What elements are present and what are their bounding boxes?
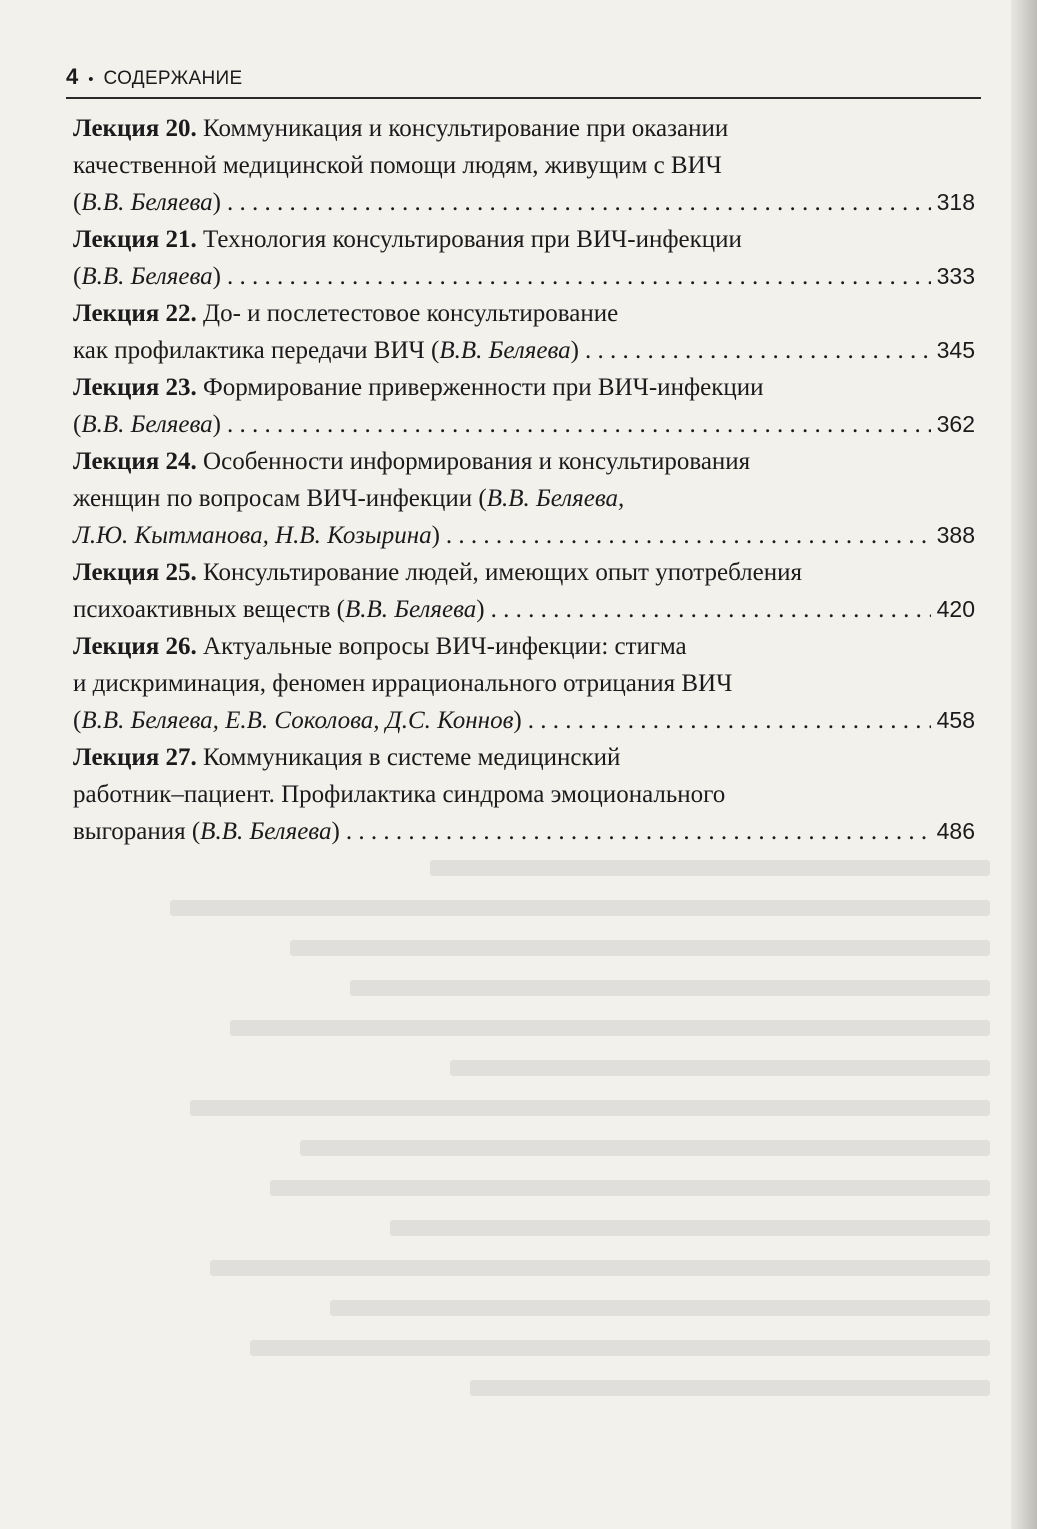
page-ref: 458: [936, 707, 975, 733]
lecture-label: Лекция 26.: [73, 633, 197, 660]
lecture-authors: В.В. Беляева: [81, 189, 213, 216]
dot-leader: [227, 258, 931, 295]
page-ref: 318: [936, 189, 975, 215]
lecture-title: психоактивных веществ (: [73, 596, 345, 623]
dot-leader: [491, 591, 931, 628]
page-ref: 420: [936, 596, 975, 622]
paren: ): [331, 818, 340, 845]
lecture-title: женщин по вопросам ВИЧ-инфекции (: [73, 485, 487, 512]
lecture-title: и дискриминация, феномен иррационального отрицания ВИЧ: [73, 670, 733, 697]
lecture-title: как профилактика передачи ВИЧ (: [73, 337, 440, 364]
lecture-label: Лекция 22.: [73, 300, 197, 327]
running-header: [66, 64, 981, 90]
lecture-title: Коммуникация в системе медицинский: [196, 744, 621, 771]
toc-entry-27: [73, 739, 975, 850]
page-ref: 388: [936, 522, 975, 548]
paren: (: [73, 263, 82, 290]
dot-leader: [227, 406, 931, 443]
lecture-label: Лекция 25.: [73, 559, 197, 586]
toc-entry-22: [73, 295, 975, 369]
lecture-title: Технология консультирования при ВИЧ-инфекции: [196, 226, 742, 253]
dot-leader: [446, 517, 931, 554]
page-edge-shadow: [1011, 0, 1037, 1529]
lecture-title: выгорания (: [73, 818, 201, 845]
lecture-title: До- и послетестовое консультирование: [196, 300, 619, 327]
table-of-contents: [73, 110, 975, 850]
paren: ): [476, 596, 485, 623]
section-title: СОДЕРЖАНИЕ: [103, 68, 243, 89]
paren: (: [73, 707, 82, 734]
lecture-title: Формирование приверженности при ВИЧ-инфекции: [196, 374, 764, 401]
paren: (: [73, 411, 82, 438]
lecture-title: Коммуникация и консультирование при оказании: [196, 115, 729, 142]
lecture-authors: В.В. Беляева: [439, 337, 571, 364]
toc-entry-26: [73, 628, 975, 739]
toc-entry-23: [73, 369, 975, 443]
page-ref: 333: [936, 263, 975, 289]
lecture-title: Особенности информирования и консультирования: [196, 448, 751, 475]
lecture-authors: В.В. Беляева, Е.В. Соколова, Д.С. Коннов: [81, 707, 514, 734]
lecture-label: Лекция 21.: [73, 226, 197, 253]
dot-leader: [528, 702, 931, 739]
page-ref: 345: [936, 337, 975, 363]
paren: (: [73, 189, 82, 216]
dot-leader: [227, 184, 931, 221]
paren: ): [570, 337, 579, 364]
lecture-authors: В.В. Беляева,: [486, 485, 625, 512]
lecture-authors: В.В. Беляева: [200, 818, 332, 845]
toc-entry-21: [73, 221, 975, 295]
lecture-title: работник–пациент. Профилактика синдрома эмоционального: [73, 781, 726, 808]
lecture-title: Консультирование людей, имеющих опыт употребления: [196, 559, 803, 586]
toc-entry-24: [73, 443, 975, 554]
show-through-texture: [90, 850, 990, 1410]
toc-entry-25: [73, 554, 975, 628]
paren: ): [212, 411, 221, 438]
page-number: 4: [66, 64, 79, 89]
lecture-authors: В.В. Беляева: [344, 596, 477, 623]
lecture-authors: В.В. Беляева: [81, 411, 213, 438]
lecture-label: Лекция 27.: [73, 744, 197, 771]
header-rule: [66, 97, 981, 99]
paren: ): [212, 263, 221, 290]
page-ref: 486: [936, 818, 975, 844]
lecture-label: Лекция 20.: [73, 115, 197, 142]
lecture-title: качественной медицинской помощи людям, живущим с ВИЧ: [73, 152, 722, 179]
lecture-authors: В.В. Беляева: [81, 263, 213, 290]
lecture-label: Лекция 23.: [73, 374, 197, 401]
dot-leader: [585, 332, 931, 369]
page-ref: 362: [936, 411, 975, 437]
dot-leader: [346, 813, 931, 850]
lecture-title: Актуальные вопросы ВИЧ-инфекции: стигма: [196, 633, 687, 660]
toc-entry-20: [73, 110, 975, 221]
paren: ): [431, 522, 440, 549]
lecture-label: Лекция 24.: [73, 448, 197, 475]
paren: ): [212, 189, 221, 216]
paren: ): [513, 707, 522, 734]
header-bullet: •: [88, 71, 94, 88]
lecture-authors: Л.Ю. Кытманова, Н.В. Козырина: [73, 522, 432, 549]
